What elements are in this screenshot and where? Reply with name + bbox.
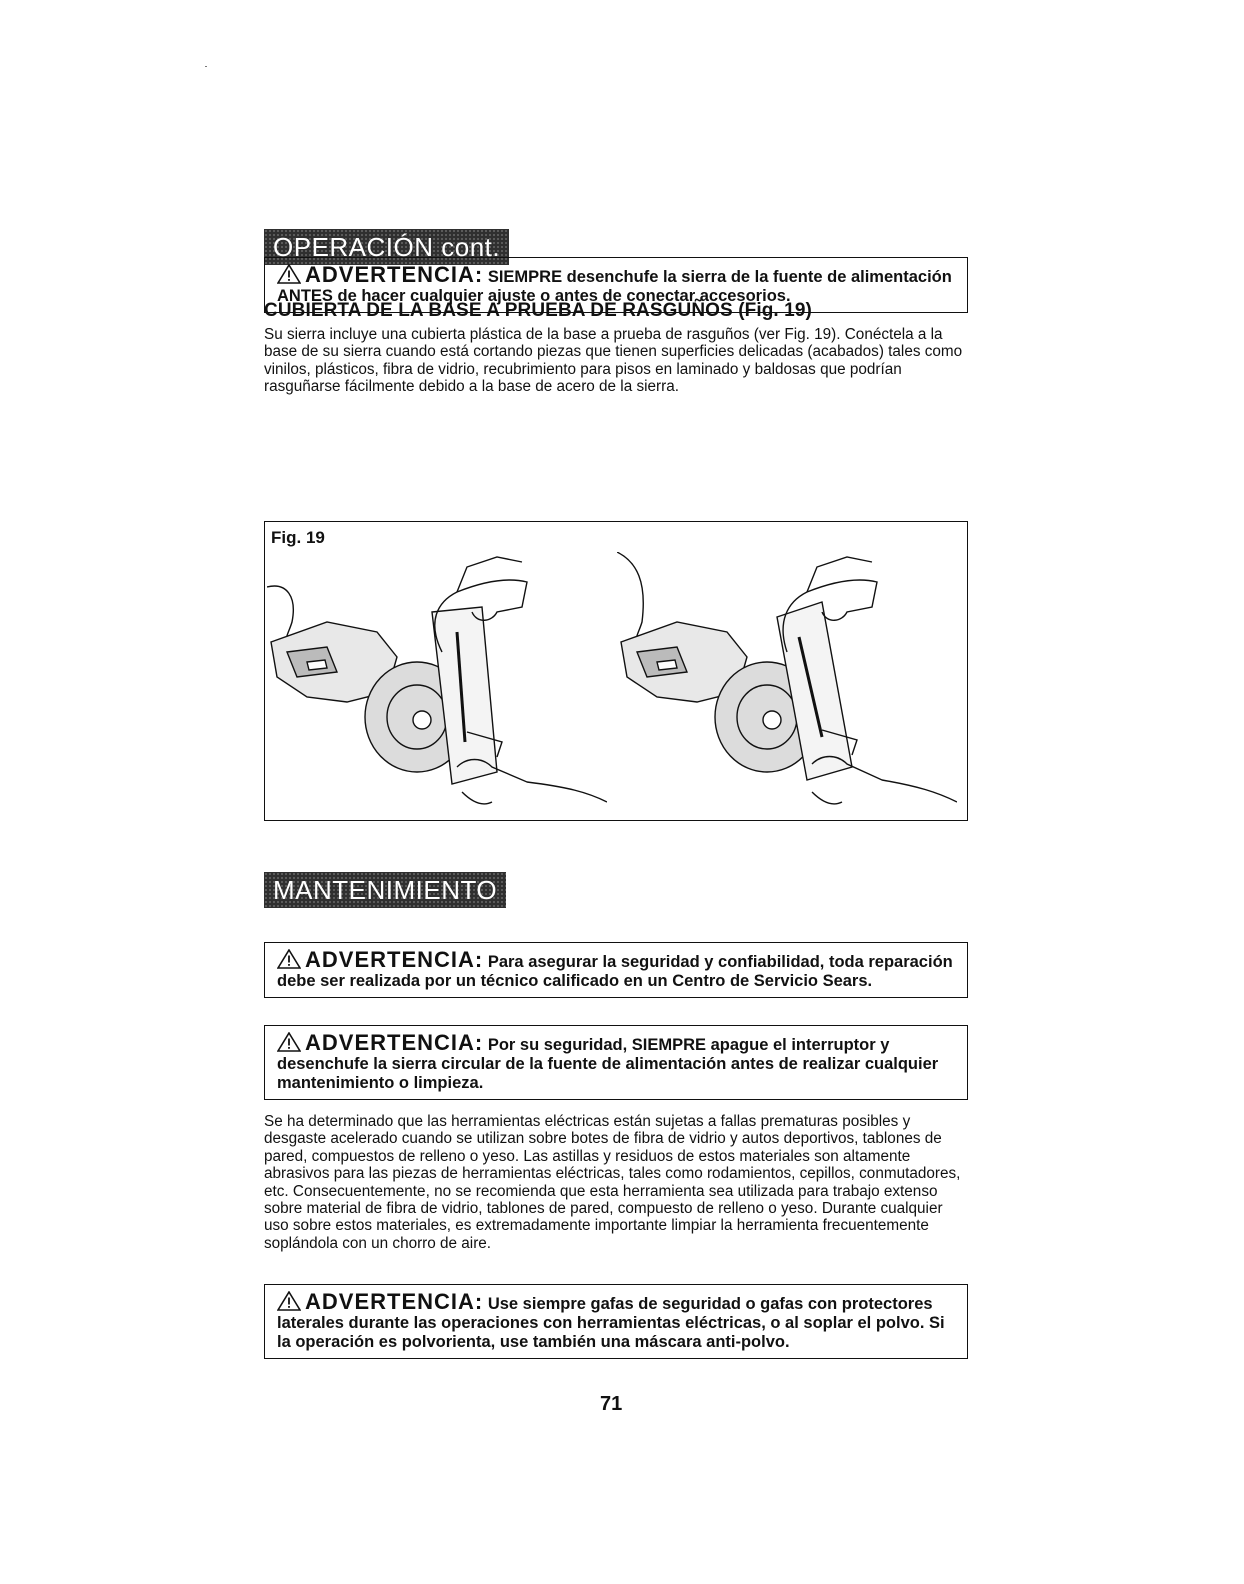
body-paragraph-cover: Su sierra incluye una cubierta plástica de la base a prueba de rasguños (ver Fig. 19). Conéctela a la base de su sierra cuando está cortando piezas que tienen superficies delicadas (acabados) tales como vinilos, plásticos, fibra de vidrio, recubrimiento para pisos en laminado y baldosas que podrían rasguñarse fácilmente debido a la base de acero de la sierra. [264,326,963,396]
warning-box-switch-off [264,1025,968,1100]
hands-attaching-base-cover-icon [267,552,607,812]
page-number: 71 [600,1393,623,1415]
body-paragraph-abrasive: Se ha determinado que las herramientas eléctricas están sujetas a fallas prematuras posibles y desgaste acelerado cuando se utilizan sobre botes de fibra de vidrio y autos deportivos, tablones de pared, compuestos de relleno o yeso. Las astillas y residuos de estos materiales son altamente abrasivos para las piezas de herramientas eléctricas, tales como rodamientos, cepillos, conmutadores, etc. Consecuentemente, no se recomienda que esta herramienta sea utilizada para trabajo extenso sobre material de fibra de vidrio, tablones de pared, compuesto de relleno o yeso. Durante cualquier uso sobre estos materiales, es extremadamente importante limpiar la herramienta frecuentemente soplándola con un chorro de aire. [264,1113,961,1252]
warning-title: ADVERTENCIA: [305,947,484,972]
section-tab-mantenimiento: MANTENIMIENTO [264,872,506,908]
hands-attaching-base-cover-icon [617,552,957,812]
scan-speck [205,66,207,67]
figure-19 [264,521,968,821]
warning-triangle-icon [277,1032,301,1052]
warning-box-qualified-technician [264,942,968,998]
warning-box-safety-glasses [264,1284,968,1359]
warning-text: Use siempre gafas de seguridad o gafas con protectores laterales durante las operaciones con herramientas eléctricas, o al soplar el polvo. Si la operación es polvorienta, use también una máscara anti-polvo. [277,1295,945,1351]
section-heading: CUBIERTA DE LA BASE A PRUEBA DE RASGUÑOS (Fig. 19) [264,300,812,321]
warning-text: Por su seguridad, SIEMPRE apague el interruptor y desenchufe la sierra circular de la fuente de alimentación antes de realizar cualquier mantenimiento o limpieza. [277,1036,939,1092]
warning-title: ADVERTENCIA: [305,1289,484,1314]
warning-text: SIEMPRE desenchufe la sierra de la fuente de alimentación ANTES de hacer cualquier ajuste o antes de conectar accesorios. [277,268,952,305]
warning-text: Para asegurar la seguridad y confiabilidad, toda reparación debe ser realizada por un técnico calificado en un Centro de Servicio Sears. [277,953,953,990]
warning-triangle-icon [277,949,301,969]
figure-label: Fig. 19 [271,528,325,547]
warning-triangle-icon [277,264,301,284]
warning-box-unplug [264,257,968,313]
warning-title: ADVERTENCIA: [305,262,484,287]
warning-title: ADVERTENCIA: [305,1030,484,1055]
warning-triangle-icon [277,1291,301,1311]
section-tab-operacion: OPERACIÓN cont. [264,229,509,265]
